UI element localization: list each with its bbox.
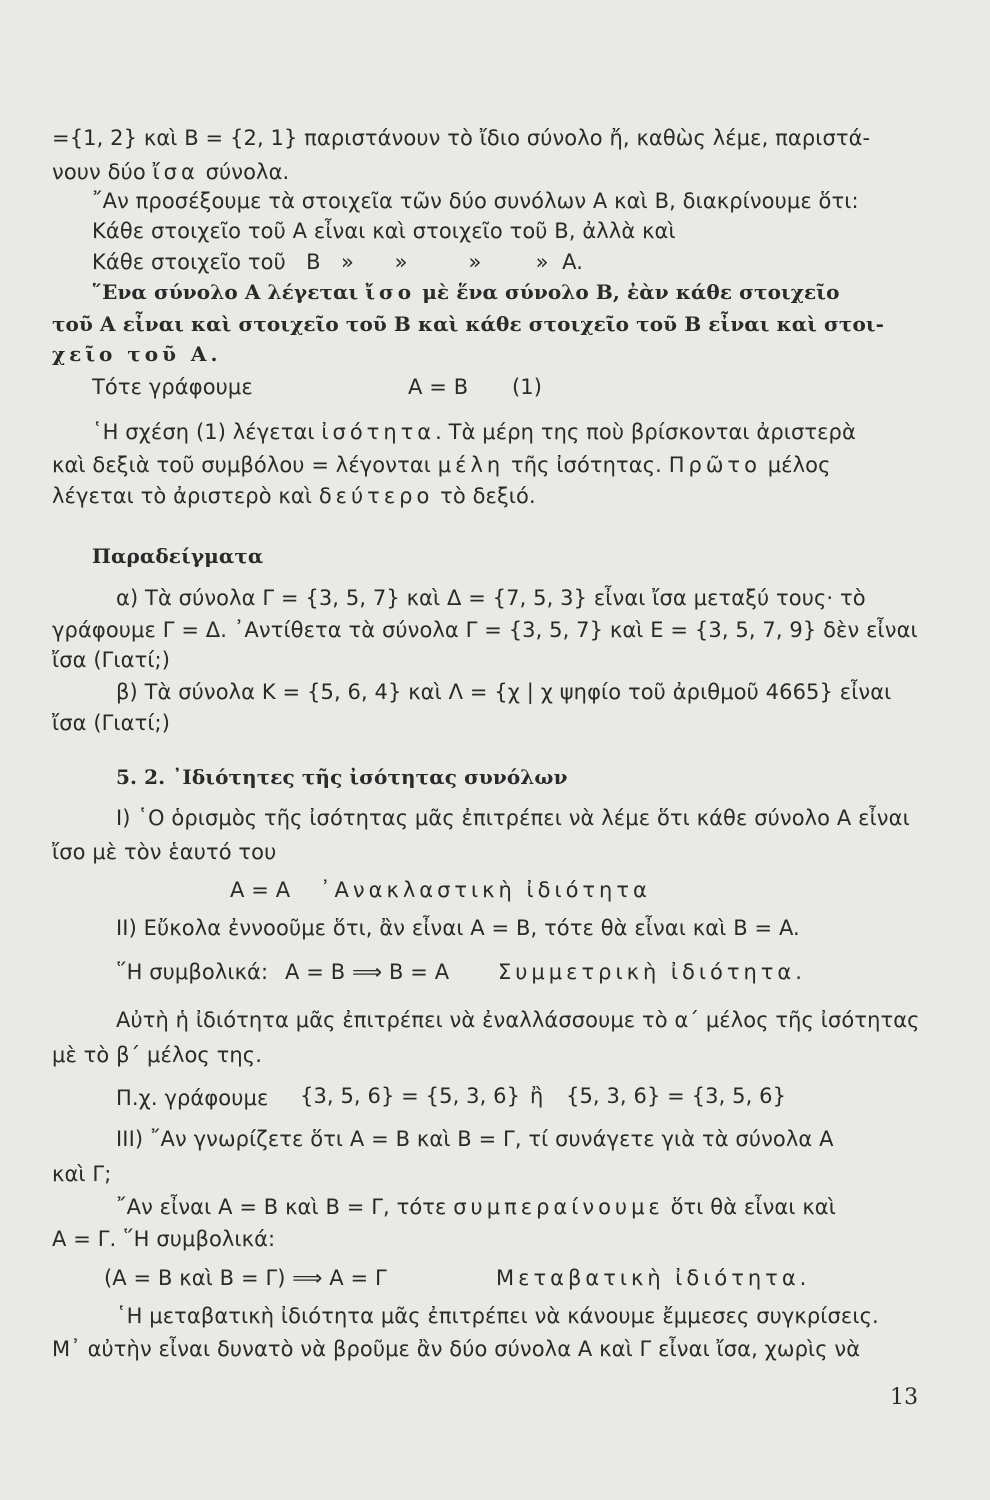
symmetric-property-name: Συμμετρικὴ ἰδιότητα. <box>498 960 806 984</box>
prop2-line-3: Αὐτὴ ἡ ἰδιότητα μᾶς ἐπιτρέπει νὰ ἐναλλάσσουμε τὸ α΄ μέλος τῆς ἰσότητας <box>116 1008 920 1032</box>
example-a-line-3: ἴσα (Γιατί;) <box>52 648 170 672</box>
prop1-equation: A = A <box>230 878 291 902</box>
prop3-line-3-start: ῎Αν εἶναι A = B καὶ B = Γ, τότε <box>116 1195 454 1219</box>
intro-line-2 <box>52 158 289 186</box>
relation-line-1-end: . Τὰ μέρη της ποὺ βρίσκονται ἀριστερὰ <box>435 420 856 444</box>
section-heading <box>116 763 568 791</box>
prop2-example-label: Π.χ. γράφουμε <box>116 1086 269 1110</box>
prop1-line-2: ἴσο μὲ τὸν ἑαυτό του <box>52 840 277 864</box>
prop3-line-7: Μ᾿ αὐτὴν εἶναι δυνατὸ νὰ βροῦμε ἂν δύο σύνολα A καὶ Γ εἶναι ἴσα, χωρὶς νὰ <box>52 1337 861 1361</box>
section-number: 5. 2. <box>116 765 166 789</box>
relation-line-2 <box>52 451 831 479</box>
write-label: Τότε γράφουμε <box>92 375 253 399</box>
spaced-term-isotita: ἰσότητα <box>321 420 436 444</box>
intro-line-1: ={1, 2} καὶ B = {2, 1} παριστάνουν τὸ ἴδιο σύνολο ἤ, καθὼς λέμε, παριστά- <box>52 126 871 150</box>
prop2-symbolic-equation: A = B ⟹ B = A <box>285 960 450 984</box>
page-number: 13 <box>890 1385 919 1410</box>
prop2-line-4: μὲ τὸ β΄ μέλος της. <box>52 1043 262 1067</box>
spaced-term-deftero: δεύτερο <box>318 484 434 508</box>
intro-line-2-end: σύνολα. <box>198 160 290 184</box>
definition-line-1-start: ῞Ενα σύνολο A λέγεται <box>92 280 366 304</box>
relation-line-1-start: ῾Η σχέση (1) λέγεται <box>92 420 322 444</box>
examples-heading: Παραδείγματα <box>92 544 264 568</box>
example-b-line-2: ἴσα (Γιατί;) <box>52 711 170 735</box>
relation-line-3-start: λέγεται τὸ ἀριστερὸ καὶ <box>52 484 319 508</box>
equation-number-1: (1) <box>512 375 543 399</box>
intro-line-3: ῎Αν προσέξουμε τὰ στοιχεῖα τῶν δύο συνόλων A καὶ B, διακρίνουμε ὅτι: <box>92 189 859 213</box>
reflexive-property-name: ᾿Ανακλαστικὴ ἰδιότητα <box>320 878 651 902</box>
prop3-line-3-end: ὅτι θὰ εἶναι καὶ <box>663 1195 836 1219</box>
definition-line-1-end: μὲ ἕνα σύνολο B, ἐὰν κάθε στοιχεῖο <box>415 280 840 304</box>
relation-line-3-end: τὸ δεξιό. <box>433 484 536 508</box>
prop3-line-6: ῾Η μεταβατικὴ ἰδιότητα μᾶς ἐπιτρέπει νὰ κάνουμε ἔμμεσες συγκρίσεις. <box>116 1304 879 1328</box>
spaced-term-isa: ἴσα <box>152 160 199 184</box>
prop2-example-equation-2: {5, 3, 6} = {3, 5, 6} <box>566 1084 787 1108</box>
prop2-example-or: ἢ <box>530 1084 544 1108</box>
relation-line-3 <box>52 482 536 510</box>
prop2-example-equation-1: {3, 5, 6} = {5, 3, 6} <box>300 1084 521 1108</box>
intro-line-5: Κάθε στοιχεῖο τοῦ B » » » » A. <box>92 250 584 274</box>
equation-a-equals-b: A = B <box>408 375 469 399</box>
prop3-line-3 <box>116 1193 836 1221</box>
prop3-symbolic-equation: (A = B καὶ B = Γ) ⟹ A = Γ <box>104 1266 387 1290</box>
relation-line-1 <box>92 418 856 446</box>
example-a-line-2: γράφουμε Γ = Δ. ᾿Αντίθετα τὰ σύνολα Γ = {3, 5, 7} καὶ E = {3, 5, 7, 9} δὲν εἶναι <box>52 618 918 642</box>
section-title: ᾿Ιδιότητες τῆς ἰσότητας συνόλων <box>172 765 568 789</box>
spaced-term-meli: μέλη <box>437 453 505 477</box>
transitive-property-name: Μεταβατικὴ ἰδιότητα. <box>496 1266 811 1290</box>
spaced-term-iso: ἴσο <box>365 280 416 304</box>
spaced-term-proto: Πρῶτο <box>668 453 761 477</box>
prop2-symbolic-label: ῞Η συμβολικά: <box>116 960 269 984</box>
definition-line-3: χεῖο τοῦ A. <box>52 342 222 366</box>
prop3-line-2: καὶ Γ; <box>52 1162 112 1186</box>
prop2-line-1: II) Εὔκολα ἐννοοῦμε ὅτι, ἂν εἶναι A = B, τότε θὰ εἶναι καὶ B = A. <box>116 916 800 940</box>
definition-line-1 <box>92 278 840 306</box>
relation-line-2-start: καὶ δεξιὰ τοῦ συμβόλου = λέγονται <box>52 453 438 477</box>
prop3-line-4: A = Γ. ῞Η συμβολικά: <box>52 1227 276 1251</box>
relation-line-2-mid: τῆς ἰσότητας. <box>504 453 669 477</box>
example-b-line-1: β) Τὰ σύνολα K = {5, 6, 4} καὶ Λ = {χ | χ ψηφίο τοῦ ἀριθμοῦ 4665} εἶναι <box>116 680 892 704</box>
intro-line-2-start: νουν δύο <box>52 160 153 184</box>
spaced-term-symperainoume: συμπεραίνουμε <box>453 1195 664 1219</box>
relation-line-2-end: μέλος <box>760 453 831 477</box>
definition-line-2: τοῦ A εἶναι καὶ στοιχεῖο τοῦ B καὶ κάθε στοιχεῖο τοῦ B εἶναι καὶ στοι- <box>52 312 885 336</box>
intro-line-4: Κάθε στοιχεῖο τοῦ A εἶναι καὶ στοιχεῖο τοῦ B, ἀλλὰ καὶ <box>92 219 676 243</box>
prop3-line-1: III) ῎Αν γνωρίζετε ὅτι A = B καὶ B = Γ, τί συνάγετε γιὰ τὰ σύνολα A <box>116 1127 834 1151</box>
prop1-line-1: I) ῾Ο ὁρισμὸς τῆς ἰσότητας μᾶς ἐπιτρέπει νὰ λέμε ὅτι κάθε σύνολο A εἶναι <box>116 806 910 830</box>
example-a-line-1: α) Τὰ σύνολα Γ = {3, 5, 7} καὶ Δ = {7, 5, 3} εἶναι ἴσα μεταξύ τους· τὸ <box>116 586 866 610</box>
